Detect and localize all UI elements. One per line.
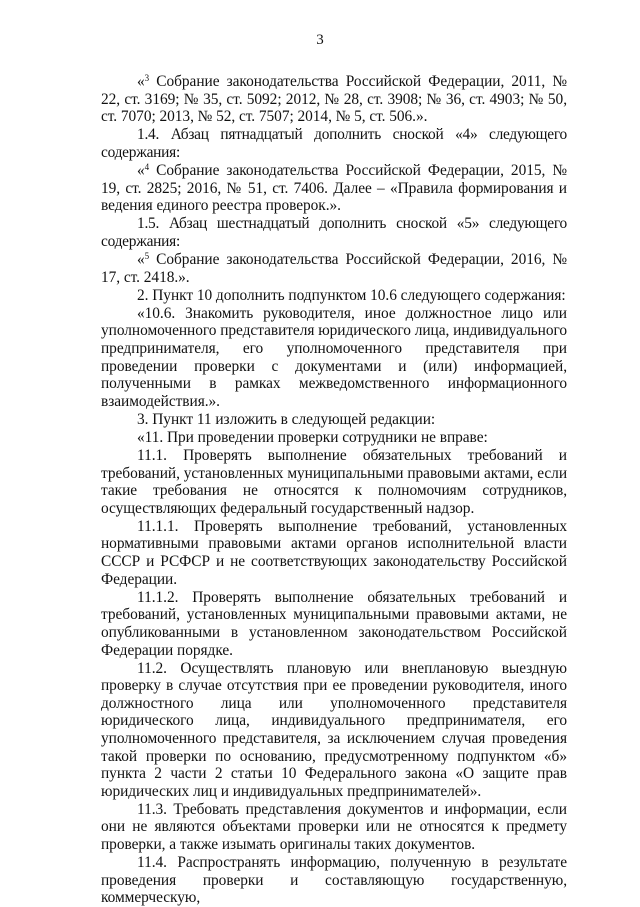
footnote-marker-3: 3: [144, 73, 150, 83]
paragraph-text: 11.1.2. Проверять выполнение обязательных требований и требований, установленных муниципальными правовыми актами, не опубликованными в установленном законодательством Российской Федерации порядке.: [101, 588, 567, 659]
paragraph-text: Собрание законодательства Российской Федерации, 2011, № 22, ст. 3169; № 35, ст. 5092; 2012, № 28, ст. 3908; № 36, ст. 4903; № 50, ст. 7070; 2013, № 52, ст. 7507; 2014, № 5, ст. 506.».: [101, 73, 567, 126]
paragraph-11-4: [101, 854, 567, 907]
paragraph-text: Собрание законодательства Российской Федерации, 2016, № 17, ст. 2418.».: [101, 250, 567, 286]
opening-quote: «: [137, 161, 145, 179]
opening-quote: «: [137, 73, 145, 90]
paragraph-text: 1.5. Абзац шестнадцатый дополнить сноской «5» следующего содержания:: [101, 215, 567, 250]
paragraph-text: 11.3. Требовать представления документов и информации, если они не являются объектами проверки или не относятся к предмету проверки, а также изымать оригиналы таких документов.: [101, 800, 567, 854]
paragraph-11-1-1: [101, 518, 567, 588]
paragraph-10-6: [101, 305, 567, 411]
paragraph-text: 3. Пункт 11 изложить в следующей редакции:: [137, 410, 436, 428]
paragraph-1-5: [101, 215, 567, 250]
footnote-5-text: [101, 251, 567, 286]
footnote-marker-5: 5: [144, 250, 150, 261]
paragraph-1-4: [101, 126, 567, 161]
paragraph-text: 11.1.1. Проверять выполнение требований, установленных нормативными правовыми актами органов исполнительной власти СССР и РСФСР и не соответствующих законодательству Российской Федерации.: [101, 517, 567, 588]
footnote-marker-4: 4: [144, 161, 150, 172]
opening-quote: «: [137, 250, 145, 268]
paragraph-2: [101, 287, 567, 305]
page-number: 3: [316, 32, 324, 48]
footnote-3-text: [101, 73, 567, 126]
paragraph-text: 11.1. Проверять выполнение обязательных требований и требований, установленных муниципальными правовыми актами, если такие требования не относятся к полномочиям сотрудников, осуществляющих федеральный государственный надзор.: [101, 446, 567, 517]
paragraph-11-1: [101, 447, 567, 517]
paragraph-3: [101, 411, 567, 429]
document-body: [101, 73, 567, 907]
paragraph-text: «11. При проведении проверки сотрудники не вправе:: [137, 428, 488, 446]
paragraph-text: 11.4. Распространять информацию, полученную в результате проведения проверки и составляющую государственную, коммерческую,: [101, 854, 567, 907]
paragraph-11-1-2: [101, 589, 567, 659]
paragraph-11-3: [101, 801, 567, 854]
paragraph-11-2: [101, 660, 567, 801]
paragraph-text: «10.6. Знакомить руководителя, иное должностное лицо или уполномоченного представителя юридического лица, индивидуального предпринимателя, его уполномоченного представителя при проведении проверки с документами и (или) информацией, полученными в рамках межведомственного информационного взаимодействия.».: [101, 304, 567, 410]
paragraph-text: 2. Пункт 10 дополнить подпунктом 10.6 следующего содержания:: [137, 286, 566, 304]
paragraph-text: Собрание законодательства Российской Федерации, 2015, № 19, ст. 2825; 2016, № 51, ст. 7406. Далее – «Правила формирования и ведения единого реестра проверок.».: [101, 161, 567, 215]
footnote-4-text: [101, 162, 567, 215]
paragraph-text: 1.4. Абзац пятнадцатый дополнить сноской «4» следующего содержания:: [101, 126, 567, 161]
paragraph-11: [101, 429, 567, 447]
paragraph-text: 11.2. Осуществлять плановую или внеплановую выездную проверку в случае отсутствия при ее проведении руководителя, иного должностного лица или уполномоченного представителя юридического лица, индивидуального предпринимателя, его уполномоченного представителя, за исключением случая проведения такой проверки по основанию, предусмотренному подпунктом «б» пункта 2 части 2 статьи 10 Федерального закона «О защите прав юридических лиц и индивидуальных предпринимателей».: [101, 659, 567, 800]
